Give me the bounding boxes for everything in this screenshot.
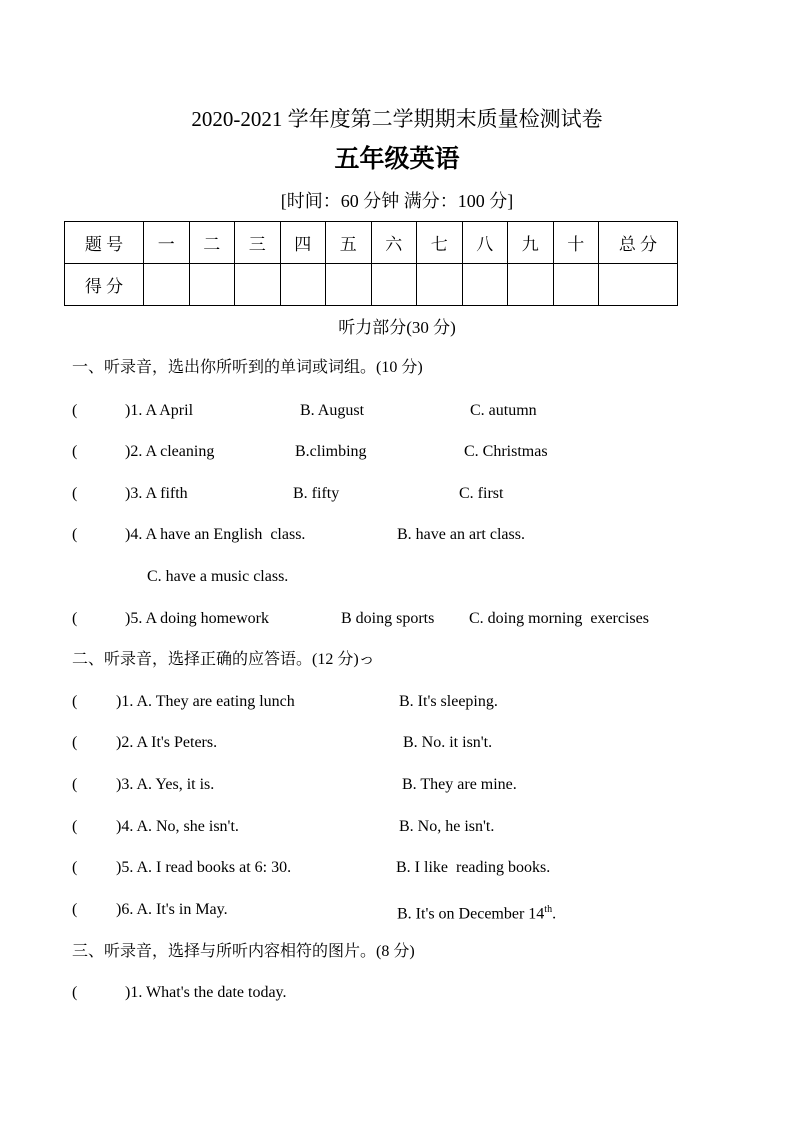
part1-q4-a: )4. A have an English class. xyxy=(125,526,306,543)
answer-paren[interactable]: ( xyxy=(72,610,78,627)
part2-q2-b: B. No. it isn't. xyxy=(403,734,493,751)
answer-paren[interactable]: ( xyxy=(72,485,78,502)
score-col-9: 九 xyxy=(508,222,554,264)
part1-q2-c: C. Christmas xyxy=(464,443,548,460)
score-table-header-row xyxy=(65,222,678,264)
score-cell-8[interactable] xyxy=(462,264,508,306)
part1-q2-b: B.climbing xyxy=(295,443,367,460)
score-cell-9[interactable] xyxy=(508,264,554,306)
score-cell-4[interactable] xyxy=(280,264,326,306)
score-col-total: 总 分 xyxy=(599,222,678,264)
part2-q6-b-end: . xyxy=(552,905,557,923)
part2-q1-a: )1. A. They are eating lunch xyxy=(116,693,295,710)
part2-q4-b: B. No, he isn't. xyxy=(399,818,495,835)
score-cell-total[interactable] xyxy=(599,264,678,306)
score-col-8: 八 xyxy=(462,222,508,264)
part1-q4-c: C. have a music class. xyxy=(147,568,289,585)
part2-q3-a: )3. A. Yes, it is. xyxy=(116,776,215,793)
part2-q1-b: B. It's sleeping. xyxy=(399,693,498,710)
score-col-10: 十 xyxy=(553,222,599,264)
part1-q5-a: )5. A doing homework xyxy=(125,610,269,627)
exam-title: 2020-2021 学年度第二学期期末质量检测试卷 xyxy=(191,107,603,131)
score-cell-7[interactable] xyxy=(417,264,463,306)
answer-paren[interactable]: ( xyxy=(72,859,78,876)
answer-paren[interactable]: ( xyxy=(72,693,78,710)
part2-heading: 二、听录音，选择正确的应答语。(12 分)っ xyxy=(72,651,375,668)
part2-q3-b: B. They are mine. xyxy=(402,776,517,793)
part1-q1-a: )1. A April xyxy=(125,402,194,419)
part1-q3-a: )3. A fifth xyxy=(125,485,188,502)
part2-q6-b-text: B. It's on December 14 xyxy=(397,905,545,923)
score-cell-1[interactable] xyxy=(144,264,190,306)
part1-q5-b: B doing sports xyxy=(341,610,435,627)
part3-q1: )1. What's the date today. xyxy=(125,984,287,1001)
exam-subtitle: 五年级英语 xyxy=(334,146,460,173)
part1-q4-b: B. have an art class. xyxy=(397,526,525,543)
score-cell-2[interactable] xyxy=(189,264,235,306)
score-col-1: 一 xyxy=(144,222,190,264)
score-cell-5[interactable] xyxy=(326,264,372,306)
part3-heading: 三、听录音，选择与所听内容相符的图片。(8 分) xyxy=(72,943,415,960)
answer-paren[interactable]: ( xyxy=(72,901,78,918)
part2-q5-a: )5. A. I read books at 6: 30. xyxy=(116,859,292,876)
exam-meta: [时间：60 分钟 满分：100 分] xyxy=(280,191,514,211)
part1-q1-b: B. August xyxy=(300,402,365,419)
score-col-5: 五 xyxy=(326,222,372,264)
score-col-2: 二 xyxy=(189,222,235,264)
score-col-6: 六 xyxy=(371,222,417,264)
answer-paren[interactable]: ( xyxy=(72,984,78,1001)
part2-q6-b xyxy=(397,900,556,924)
score-table-score-row xyxy=(65,264,678,306)
score-cell-3[interactable] xyxy=(235,264,281,306)
part1-q1-c: C. autumn xyxy=(470,402,537,419)
score-cell-10[interactable] xyxy=(553,264,599,306)
answer-paren[interactable]: ( xyxy=(72,818,78,835)
part1-q2-a: )2. A cleaning xyxy=(125,443,215,460)
listening-heading: 听力部分(30 分) xyxy=(338,318,456,337)
part2-q4-a: )4. A. No, she isn't. xyxy=(116,818,239,835)
part2-q5-b: B. I like reading books. xyxy=(396,859,551,876)
score-table-row-label: 题 号 xyxy=(65,222,144,264)
answer-paren[interactable]: ( xyxy=(72,443,78,460)
answer-paren[interactable]: ( xyxy=(72,402,78,419)
score-row-label: 得 分 xyxy=(65,264,144,306)
score-table xyxy=(64,221,678,306)
answer-paren[interactable]: ( xyxy=(72,776,78,793)
score-cell-6[interactable] xyxy=(371,264,417,306)
part1-q3-c: C. first xyxy=(459,485,504,502)
answer-paren[interactable]: ( xyxy=(72,526,78,543)
part2-q2-a: )2. A It's Peters. xyxy=(116,734,218,751)
part2-q6-b-sup: th xyxy=(544,904,553,915)
score-col-7: 七 xyxy=(417,222,463,264)
score-col-3: 三 xyxy=(235,222,281,264)
answer-paren[interactable]: ( xyxy=(72,734,78,751)
score-col-4: 四 xyxy=(280,222,326,264)
part1-heading: 一、听录音，选出你所听到的单词或词组。(10 分) xyxy=(72,359,423,376)
part1-q3-b: B. fifty xyxy=(293,485,340,502)
part2-q6-a: )6. A. It's in May. xyxy=(116,901,228,918)
part1-q5-c: C. doing morning exercises xyxy=(469,610,649,627)
